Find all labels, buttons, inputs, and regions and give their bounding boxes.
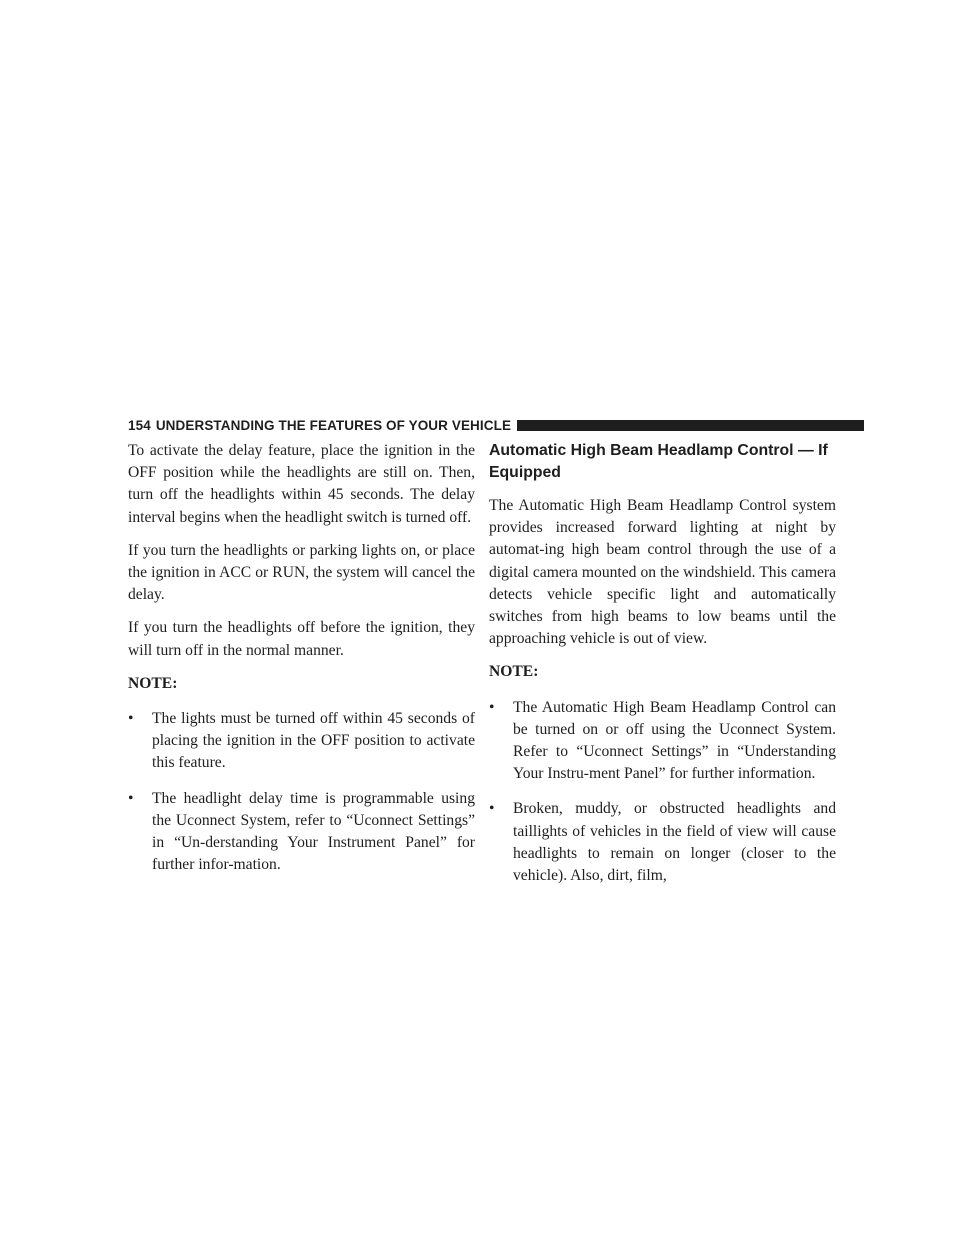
paragraph-delay-activation: To activate the delay feature, place the ignition in the OFF position while the headlights are still on. Then, turn off the headlights within 45 seconds. The delay interval begins when the headlight switch is turned off.: [128, 442, 475, 526]
paragraph-delay-cancel: If you turn the headlights or parking lights on, or place the ignition in ACC or RUN, the system will cancel the delay.: [128, 541, 475, 604]
bullet-marker: •: [489, 800, 495, 818]
note-label: NOTE:: [489, 663, 539, 681]
header-page-number: 154: [128, 417, 151, 433]
note-label: NOTE:: [128, 674, 178, 692]
bullet-marker: •: [128, 789, 134, 807]
bullet-text: The lights must be turned off within 45 seconds of placing the ignition in the OFF position to activate this feature.: [152, 710, 475, 772]
header-section-title: UNDERSTANDING THE FEATURES OF YOUR VEHICLE: [155, 417, 512, 433]
left-column: [128, 440, 475, 889]
bullet-marker: •: [489, 698, 495, 716]
right-column: [489, 440, 836, 900]
bullet-text: The Automatic High Beam Headlamp Control can be turned on or off using the Uconnect System. Refer to “Uconnect Settings” in “Understanding Your Instru-ment Panel” for further information.: [513, 698, 836, 783]
bullet-text: Broken, muddy, or obstructed headlights and taillights of vehicles in the field of view will cause headlights to remain on longer (closer to the vehicle). Also, dirt, film,: [513, 800, 836, 885]
list-item: [128, 788, 475, 877]
bullet-text: The headlight delay time is programmable using the Uconnect System, refer to “Uconnect Settings” in “Un-derstanding Your Instrument Panel” for further infor-mation.: [152, 789, 475, 874]
header-rule: [517, 420, 864, 431]
paragraph-normal-off: If you turn the headlights off before the ignition, they will turn off in the normal manner.: [128, 619, 475, 659]
page-header: [128, 415, 864, 435]
section-heading: Automatic High Beam Headlamp Control — If Equipped: [489, 442, 828, 481]
list-item: [489, 697, 836, 786]
paragraph-high-beam-description: The Automatic High Beam Headlamp Control system provides increased forward lighting at night by automat-ing high beam control through the use of a digital camera mounted on the windshield. This camera detects vehicle specific light and automatically switches from high beams to low beams until the approaching vehicle is out of view.: [489, 497, 836, 648]
list-item: [489, 798, 836, 887]
list-item: [128, 708, 475, 775]
bullet-marker: •: [128, 710, 134, 728]
